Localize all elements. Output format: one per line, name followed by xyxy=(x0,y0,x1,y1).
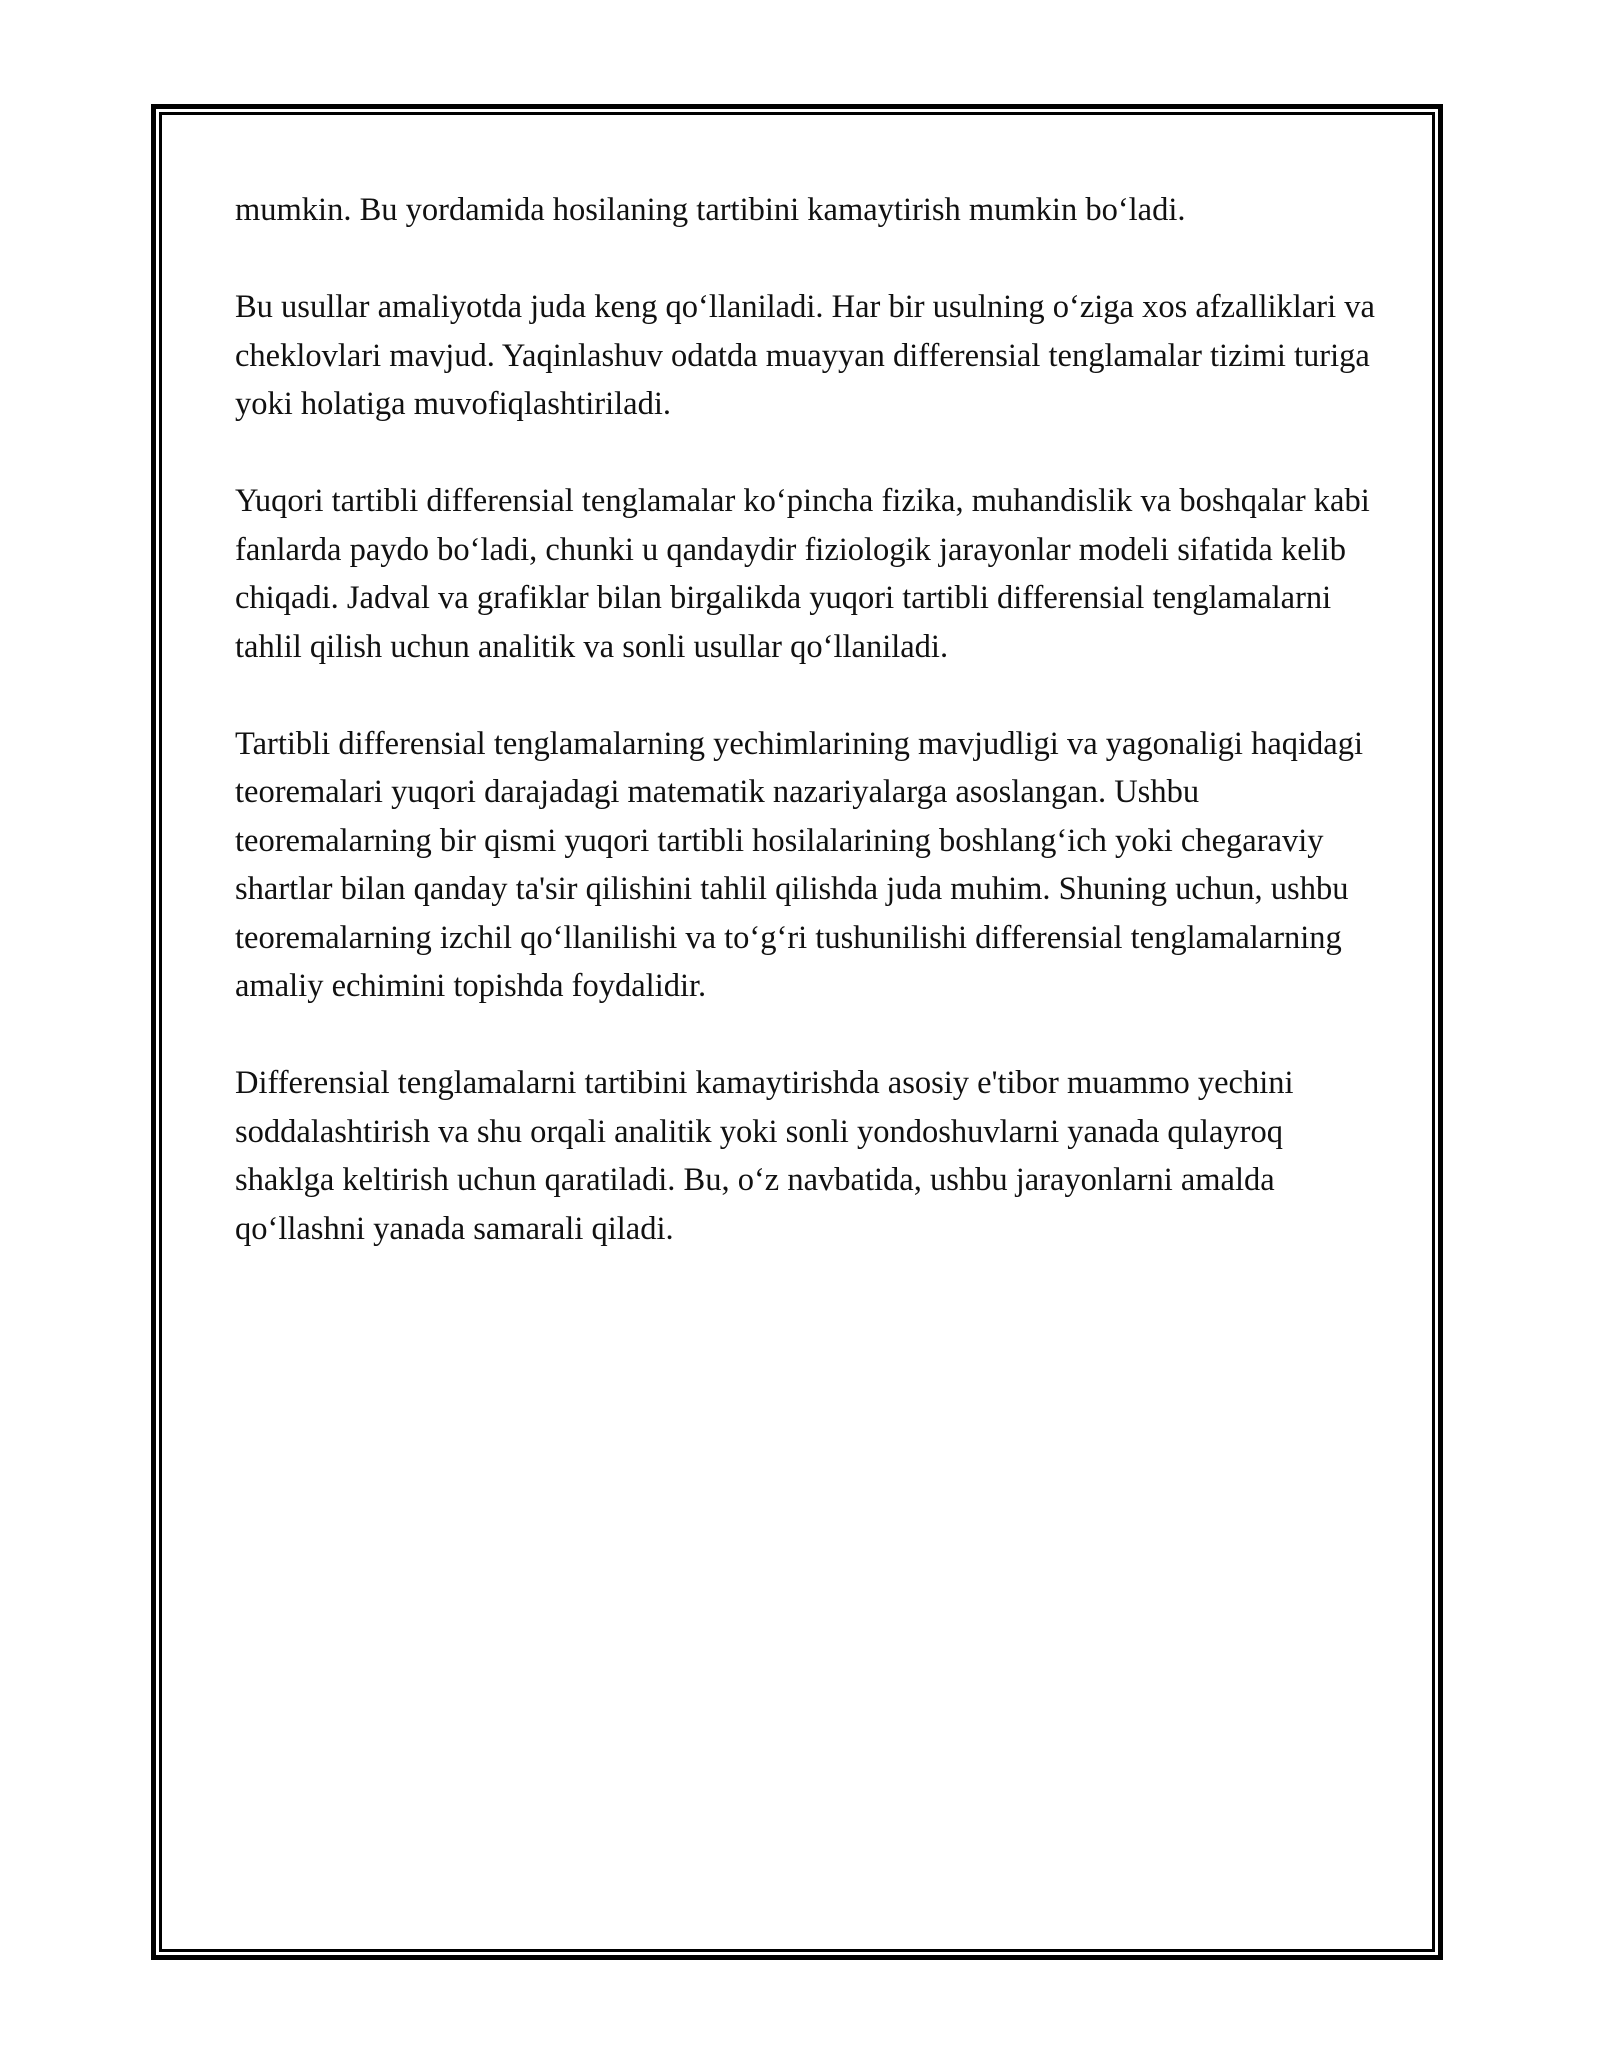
document-body xyxy=(235,186,1375,1253)
paragraph-2: Bu usullar amaliyotda juda keng qo‘llaniladi. Har bir usulning o‘ziga xos afzalliklari va cheklovlari mavjud. Yaqinlashuv odatda muayyan differensial tenglamalar tizimi turiga yoki holatiga muvofiqlashtiriladi. xyxy=(235,289,1375,422)
paragraph-4: Tartibli differensial tenglamalarning yechimlarining mavjudligi va yagonaligi haqidagi teoremalari yuqori darajadagi matematik nazariyalarga asoslangan. Ushbu teoremalarning bir qismi yuqori tartibli hosilalarining boshlang‘ich yoki chegaraviy shartlar bilan qanday ta'sir qilishini tahlil qilishda juda muhim. Shuning uchun, ushbu teoremalarning izchil qo‘llanilishi va to‘g‘ri tushunilishi differensial tenglamalarning amaliy echimini topishda foydalidir. xyxy=(235,725,1363,1004)
paragraph-3: Yuqori tartibli differensial tenglamalar ko‘pincha fizika, muhandislik va boshqalar kabi fanlarda paydo bo‘ladi, chunki u qandaydir fiziologik jarayonlar modeli sifatida kelib chiqadi. Jadval va grafiklar bilan birgalikda yuqori tartibli differensial tenglamalarni tahlil qilish uchun analitik va sonli usullar qo‘llaniladi. xyxy=(235,483,1370,665)
paragraph-5: Differensial tenglamalarni tartibini kamaytirishda asosiy e'tibor muammo yechini soddalashtirish va shu orqali analitik yoki sonli yondoshuvlarni yanada qulayroq shaklga keltirish uchun qaratiladi. Bu, o‘z navbatida, ushbu jarayonlarni amalda qo‘llashni yanada samarali qiladi. xyxy=(235,1065,1294,1247)
paragraph-1: mumkin. Bu yordamida hosilaning tartibini kamaytirish mumkin bo‘ladi. xyxy=(235,192,1186,228)
